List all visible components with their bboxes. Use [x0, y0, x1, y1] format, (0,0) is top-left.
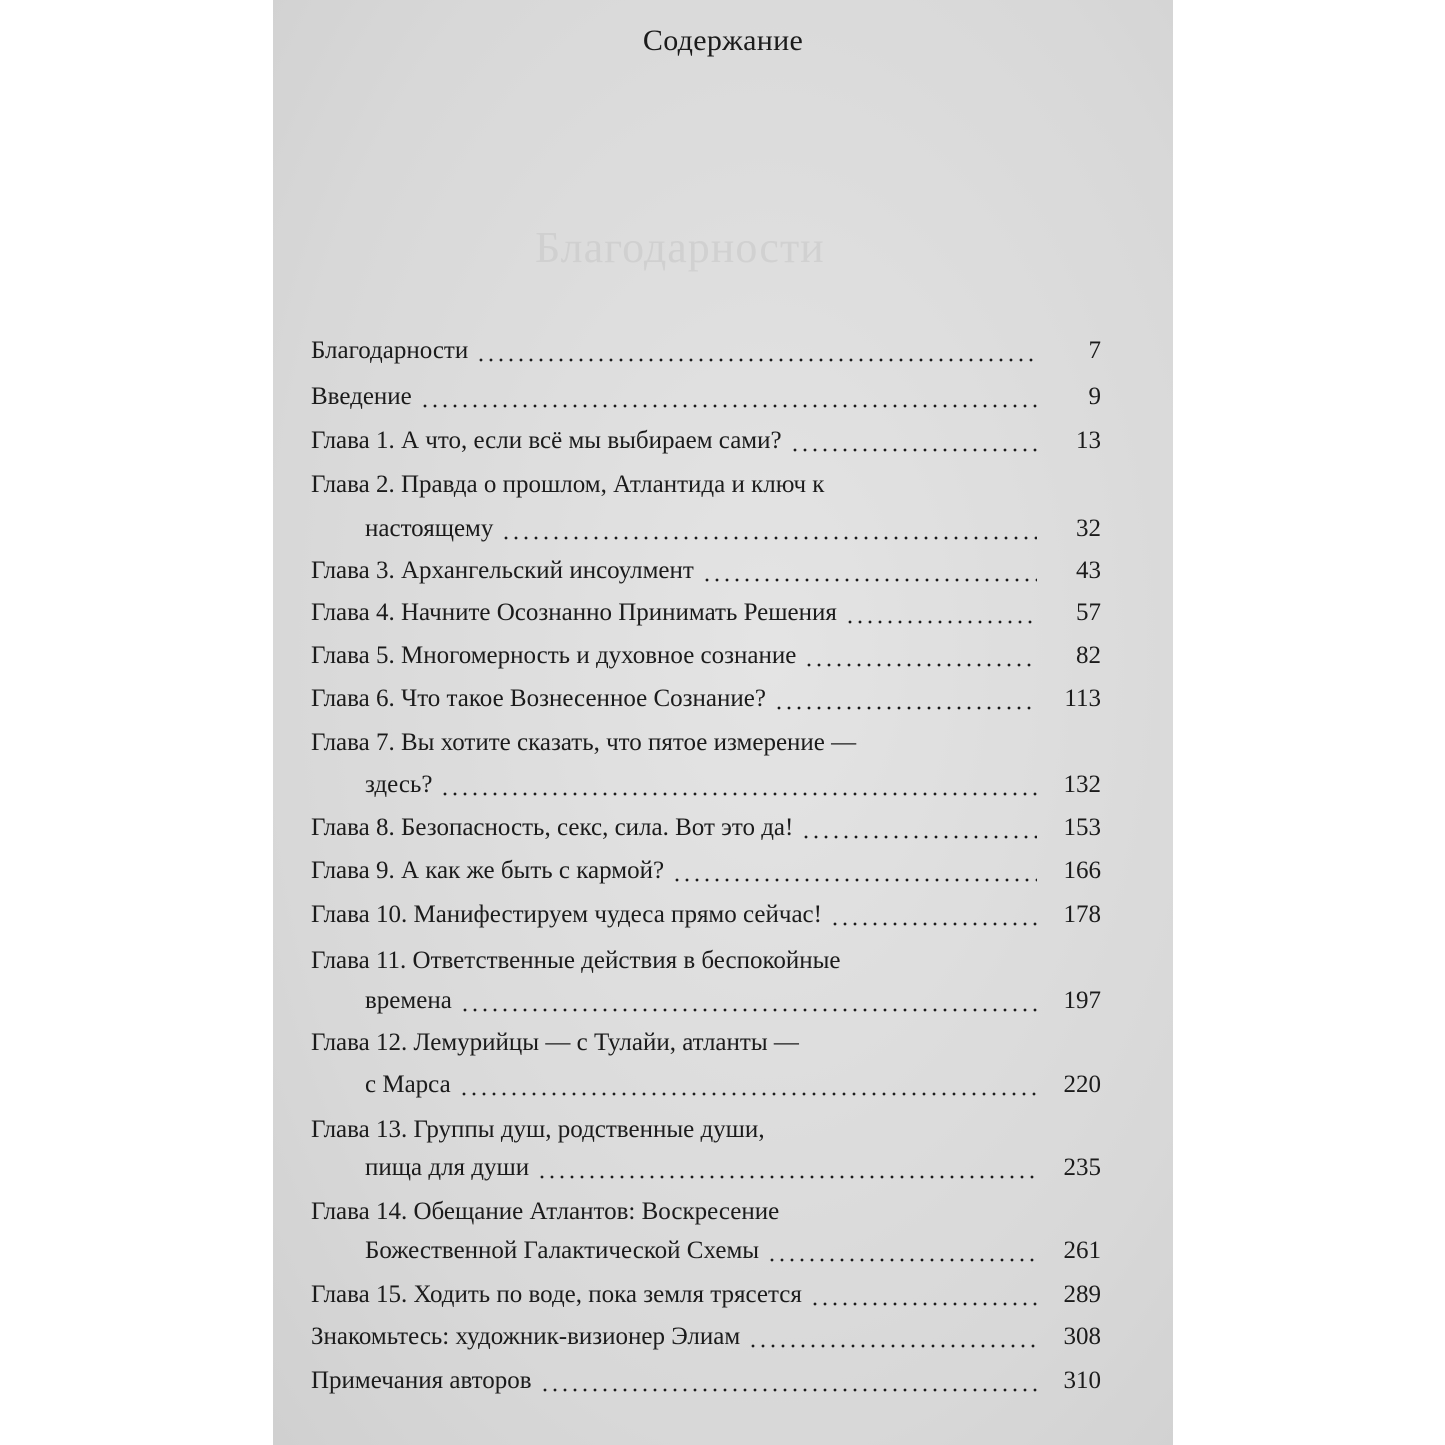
toc-entry-title: Глава 12. Лемурийцы — с Тулайи, атланты — — [311, 1029, 799, 1056]
toc-page-number: 310 — [1063, 1367, 1101, 1394]
toc-entry-title: Глава 4. Начните Осознанно Принимать Решения — [311, 599, 837, 626]
dot-leader — [790, 448, 1037, 452]
toc-entry-title: Глава 2. Правда о прошлом, Атлантида и ключ к — [311, 471, 825, 498]
toc-entry[interactable] — [311, 598, 1101, 628]
dot-leader — [540, 1388, 1037, 1392]
toc-entry-title: Глава 3. Архангельский инсоулмент — [311, 557, 694, 584]
dot-leader — [537, 1175, 1037, 1179]
toc-entry[interactable] — [311, 1197, 1101, 1227]
dot-leader — [748, 1344, 1037, 1348]
dot-leader — [459, 1092, 1037, 1096]
toc-page-number: 261 — [1063, 1237, 1101, 1264]
toc-page-number: 132 — [1063, 771, 1101, 798]
toc-page-number: 57 — [1076, 599, 1101, 626]
toc-entry[interactable] — [311, 382, 1101, 412]
toc-page-number: 9 — [1088, 383, 1101, 410]
toc-page-number: 166 — [1063, 857, 1101, 884]
toc-entry-title: Глава 7. Вы хотите сказать, что пятое измерение — — [311, 729, 857, 756]
toc-page-number: 178 — [1063, 901, 1101, 928]
toc-entry[interactable] — [311, 1366, 1101, 1396]
toc-entry[interactable] — [311, 336, 1101, 366]
toc-entry[interactable] — [311, 813, 1101, 843]
toc-entry-title: Знакомьтесь: художник-визионер Элиам — [311, 1323, 741, 1350]
toc-entry[interactable] — [311, 470, 1101, 500]
toc-page-number: 197 — [1063, 987, 1101, 1014]
dot-leader — [420, 404, 1037, 408]
toc-page-number: 32 — [1076, 515, 1101, 542]
toc-entry-continuation[interactable] — [365, 514, 1101, 544]
dot-leader — [476, 358, 1037, 362]
toc-entry-title: Глава 6. Что такое Вознесенное Сознание? — [311, 685, 766, 712]
toc-entry-title: Глава 13. Группы душ, родственные души, — [311, 1116, 765, 1143]
dot-leader — [767, 1258, 1037, 1262]
dot-leader — [702, 578, 1037, 582]
toc-entry[interactable] — [311, 556, 1101, 586]
toc-page-number: 7 — [1088, 337, 1101, 364]
toc-entry-title-continued: Божественной Галактической Схемы — [365, 1237, 760, 1264]
toc-entry-continuation[interactable] — [365, 1153, 1101, 1183]
toc-entry[interactable] — [311, 946, 1101, 976]
toc-entry-title: Благодарности — [311, 337, 469, 364]
toc-entry[interactable] — [311, 856, 1101, 886]
toc-page-number: 13 — [1076, 427, 1101, 454]
bleed-through-text: Благодарности — [535, 223, 825, 272]
toc-page-number: 153 — [1063, 814, 1101, 841]
dot-leader — [830, 922, 1037, 926]
toc-entry-title: Глава 15. Ходить по воде, пока земля трясется — [311, 1281, 802, 1308]
toc-entry-title: Введение — [311, 383, 412, 410]
book-page — [273, 0, 1173, 1445]
toc-entry-continuation[interactable] — [365, 770, 1101, 800]
toc-entry-title-continued: с Марса — [365, 1071, 451, 1098]
toc-page-number: 82 — [1076, 642, 1101, 669]
toc-entry[interactable] — [311, 1280, 1101, 1310]
toc-page-number: 43 — [1076, 557, 1101, 584]
toc-entry-title: Глава 14. Обещание Атлантов: Воскресение — [311, 1198, 780, 1225]
toc-entry-title: Глава 5. Многомерность и духовное сознание — [311, 642, 797, 669]
toc-page-number: 113 — [1064, 685, 1101, 712]
dot-leader — [460, 1008, 1037, 1012]
toc-entry-title-continued: здесь? — [365, 771, 433, 798]
toc-entry-continuation[interactable] — [365, 1236, 1101, 1266]
toc-page-number: 289 — [1063, 1281, 1101, 1308]
toc-entry-continuation[interactable] — [365, 986, 1101, 1016]
dot-leader — [672, 878, 1037, 882]
page-title: Содержание — [642, 24, 804, 57]
toc-page-number: 308 — [1063, 1323, 1101, 1350]
dot-leader — [810, 1302, 1037, 1306]
toc-entry-title: Глава 9. А как же быть с кармой? — [311, 857, 665, 884]
toc-entry-title: Глава 10. Манифестируем чудеса прямо сейчас! — [311, 901, 822, 928]
toc-entry-title: Примечания авторов — [311, 1367, 532, 1394]
toc-entry[interactable] — [311, 1115, 1101, 1145]
toc-entry-title-continued: времена — [365, 987, 452, 1014]
toc-page-number: 220 — [1063, 1071, 1101, 1098]
toc-entry-title: Глава 1. А что, если всё мы выбираем сами? — [311, 427, 782, 454]
toc-entry[interactable] — [311, 900, 1101, 930]
toc-entry-title-continued: настоящему — [365, 515, 494, 542]
toc-entry[interactable] — [311, 426, 1101, 456]
toc-entry[interactable] — [311, 641, 1101, 671]
toc-entry[interactable] — [311, 728, 1101, 758]
toc-entry[interactable] — [311, 1322, 1101, 1352]
toc-entry[interactable] — [311, 684, 1101, 714]
dot-leader — [440, 792, 1037, 796]
table-of-contents — [273, 0, 1173, 1445]
toc-entry[interactable] — [311, 1028, 1101, 1058]
dot-leader — [801, 835, 1037, 839]
toc-entry-title: Глава 11. Ответственные действия в беспокойные — [311, 947, 841, 974]
dot-leader — [501, 536, 1037, 540]
toc-entry-title-continued: пища для души — [365, 1154, 530, 1181]
dot-leader — [845, 620, 1037, 624]
toc-entry-title: Глава 8. Безопасность, секс, сила. Вот это да! — [311, 814, 794, 841]
dot-leader — [774, 706, 1037, 710]
dot-leader — [804, 663, 1037, 667]
toc-entry-continuation[interactable] — [365, 1070, 1101, 1100]
toc-page-number: 235 — [1063, 1154, 1101, 1181]
